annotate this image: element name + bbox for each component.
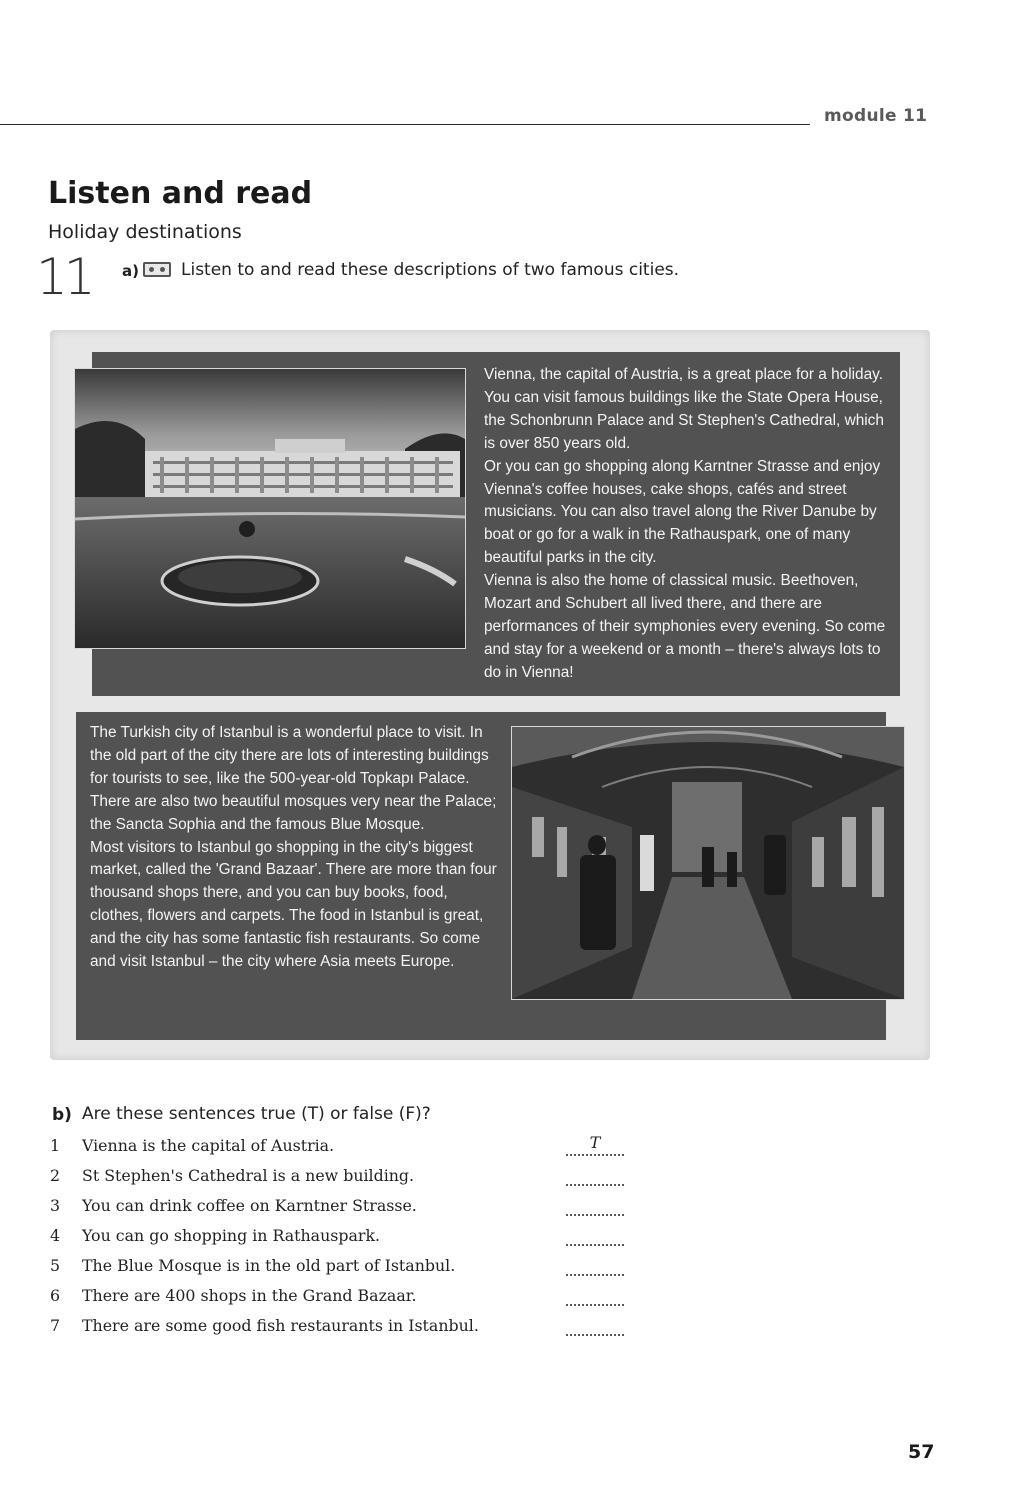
question-text: There are some good fish restaurants in Istanbul. <box>82 1316 479 1335</box>
answer-field[interactable] <box>566 1286 624 1306</box>
question-number: 2 <box>50 1166 61 1185</box>
part-a-instruction: Listen to and read these descriptions of two famous cities. <box>181 260 680 280</box>
question-number: 3 <box>50 1196 61 1215</box>
question-number: 5 <box>50 1256 61 1275</box>
answer-field[interactable] <box>566 1256 624 1276</box>
page-number: 57 <box>908 1441 935 1463</box>
question-number: 4 <box>50 1226 61 1245</box>
answer-field[interactable] <box>566 1196 624 1216</box>
question-text: You can go shopping in Rathauspark. <box>82 1226 381 1245</box>
question-text: St Stephen's Cathedral is a new building. <box>82 1166 415 1185</box>
istanbul-description: The Turkish city of Istanbul is a wonderful place to visit. In the old part of the city there are lots of interesting buildings for tourists to see, like the 500-year-old Topkapı Palace. There are also two beautiful mosques very near the Palace; the Sancta Sophia and the famous Blue Mosque. Most visitors to Istanbul go shopping in the city's biggest market, called the 'Grand Bazaar'. There are more than four thousand shops there, and you can buy books, food, clothes, flowers and carpets. The food in Istanbul is great, and the city has some fantastic fish restaurants. So come and visit Istanbul – the city where Asia meets Europe. <box>90 724 497 971</box>
question-number: 1 <box>50 1136 61 1155</box>
module-label: module 11 <box>824 106 928 126</box>
answer-field[interactable] <box>566 1166 624 1186</box>
answer-field[interactable] <box>566 1226 624 1246</box>
exercise-number: 11 <box>36 248 92 306</box>
part-b-instruction: Are these sentences true (T) or false (F)? <box>82 1104 431 1124</box>
answer-field[interactable] <box>566 1316 624 1336</box>
vienna-description: Vienna, the capital of Austria, is a great place for a holiday. You can visit famous buildings like the State Opera House, the Schonbrunn Palace and St Stephen's Cathedral, which is over 850 years old. Or you can go shopping along Karntner Strasse and enjoy Vienna's coffee houses, cake shops, cafés and street musicians. You can also travel along the River Danube by boat or go for a walk in the Rathauspark, one of many beautiful parks in the city. Vienna is also the home of classical music. Beethoven, Mozart and Schubert all lived there, and there are performances of their symphonies every evening. So come and stay for a weekend or a month – there's always lots to do in Vienna! <box>484 366 886 681</box>
question-text: There are 400 shops in the Grand Bazaar. <box>82 1286 417 1305</box>
section-subtitle: Holiday destinations <box>48 221 242 243</box>
question-text: Vienna is the capital of Austria. <box>82 1136 335 1155</box>
part-b-label: b) <box>52 1105 72 1125</box>
question-number: 6 <box>50 1286 61 1305</box>
question-text: The Blue Mosque is in the old part of Istanbul. <box>82 1256 456 1275</box>
question-number: 7 <box>50 1316 61 1335</box>
question-text: You can drink coffee on Karntner Strasse. <box>82 1196 417 1215</box>
cassette-tape-icon <box>143 262 171 277</box>
part-a-label: a) <box>122 262 139 280</box>
answer-field[interactable]: T <box>566 1136 624 1156</box>
schonbrunn-palace-photo <box>74 368 466 649</box>
header-rule <box>0 124 810 125</box>
section-title: Listen and read <box>48 176 313 211</box>
grand-bazaar-photo <box>511 726 905 1000</box>
